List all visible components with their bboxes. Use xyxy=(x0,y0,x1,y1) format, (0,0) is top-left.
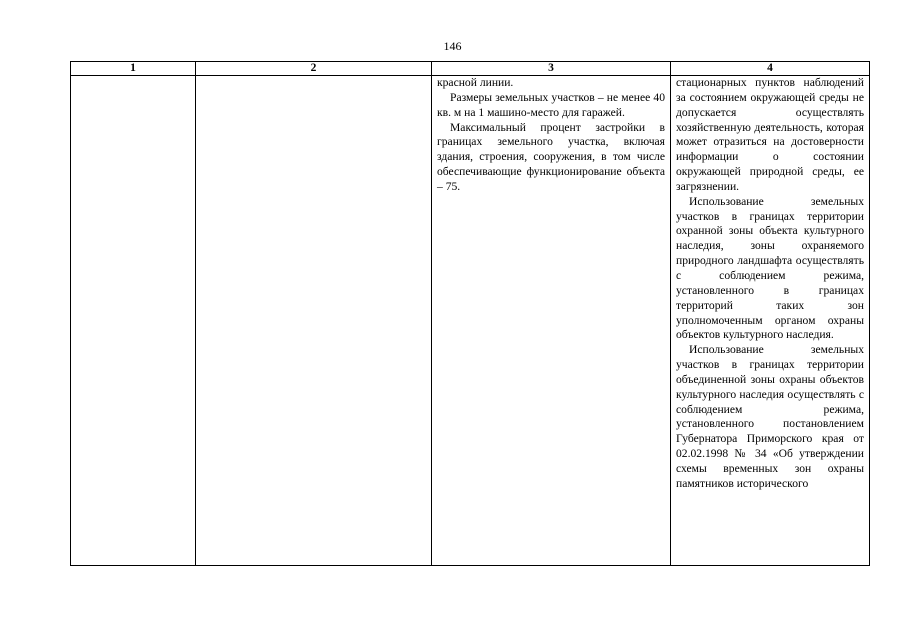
cell-column-1 xyxy=(71,76,196,566)
cell-4-paragraph-2: Использование земельных участков в границах территории охранной зоны объекта культурного наследия, зоны охраняемого природного ландшафта осуществлять с соблюдением режима, установленного в границах территорий таких зон уполномоченным органом охраны объектов культурного наследия. xyxy=(676,194,864,342)
cell-column-3 xyxy=(432,76,671,566)
column-header-2: 2 xyxy=(196,62,432,76)
cell-4-paragraph-1: стационарных пунктов наблюдений за состоянием окружающей среды не допускается осуществлять хозяйственную деятельность, которая может отразиться на достоверности информации о состоянии окружающей природной среды, ее загрязнении. xyxy=(676,76,864,193)
cell-column-2 xyxy=(196,76,432,566)
table-header-row xyxy=(71,62,870,76)
table-row xyxy=(71,76,870,566)
document-table xyxy=(70,61,870,566)
column-header-4: 4 xyxy=(671,62,870,76)
cell-4-paragraph-3: Использование земельных участков в границах территории объединенной зоны охраны объектов культурного наследия осуществлять с соблюдением режима, установленного постановлением Губернатора Приморского края от 02.02.1998 № 34 «Об утверждении схемы временных зон охраны памятников исторического xyxy=(676,343,864,490)
cell-3-paragraph-3: Максимальный процент застройки в границах земельного участка, включая здания, строения, сооружения, в том числе обеспечивающие функционирование объекта – 75. xyxy=(437,120,665,193)
column-header-3: 3 xyxy=(432,62,671,76)
column-header-1: 1 xyxy=(71,62,196,76)
page-number: 146 xyxy=(443,39,462,53)
cell-3-paragraph-2: Размеры земельных участков – не менее 40 кв. м на 1 машино-место для гаражей. xyxy=(437,90,665,119)
cell-3-paragraph-1: красной линии. xyxy=(437,76,514,89)
cell-column-4 xyxy=(671,76,870,566)
